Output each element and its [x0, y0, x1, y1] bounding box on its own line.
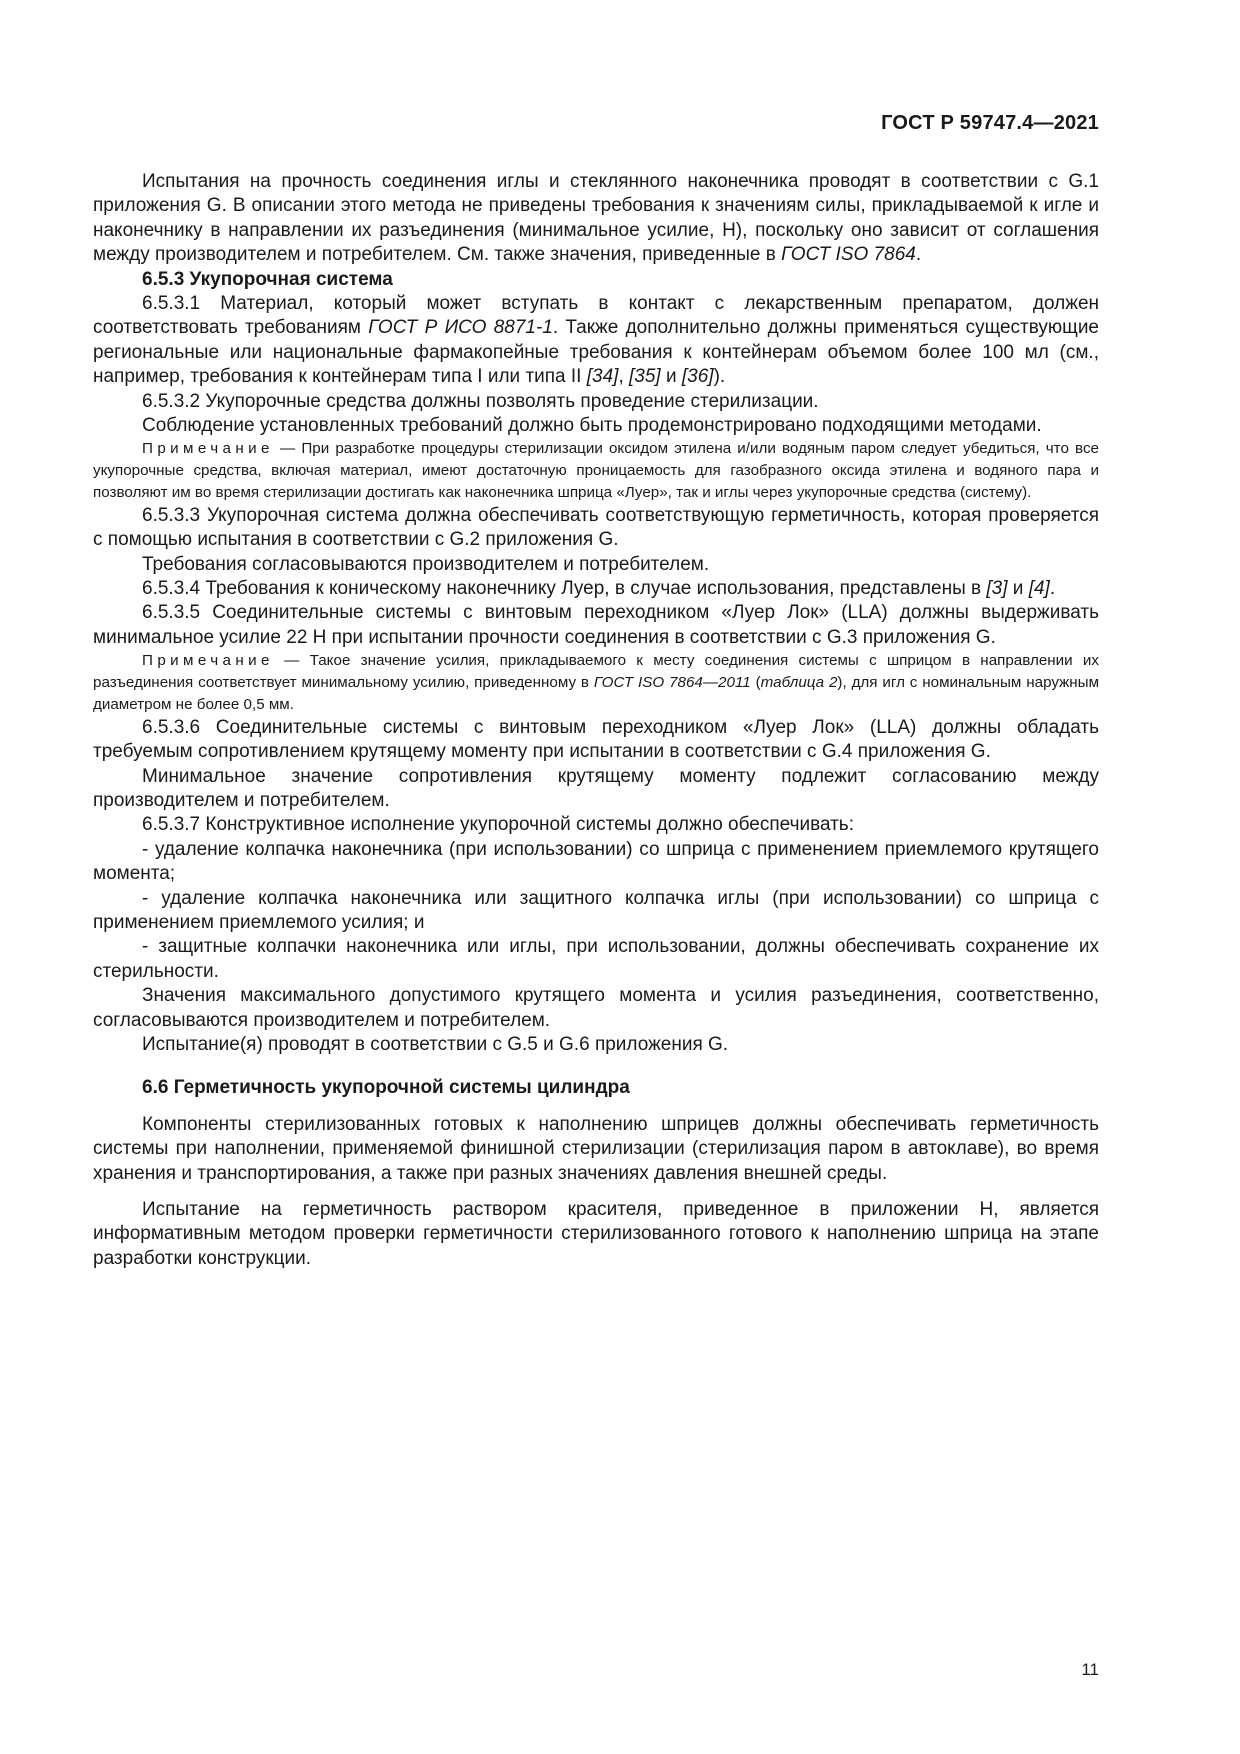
table-reference: таблица 2	[760, 674, 838, 692]
list-item: - удаление колпачка наконечника (при использовании) со шприца с применением приемлемого крутящего момента;	[93, 838, 1099, 885]
bibliography-reference: [34]	[586, 366, 619, 388]
section-heading-6-5-3: 6.5.3 Укупорочная система	[142, 268, 393, 290]
bibliography-reference: [4]	[1028, 578, 1050, 600]
bibliography-reference: [36]	[681, 366, 714, 388]
paragraph-intro: Испытания на прочность соединения иглы и стеклянного наконечника проводят в соответствии с G.1 приложения G. В описании этого метода не приведены требования к значениям силы, прикладываемой к игле и наконечнику в направлении их разъединения (минимальное усилие, Н), поскольку оно зависит от соглашения между производителем и потребителем. См. также значения, приведенные в ГОСТ ISO 7864.	[93, 171, 1099, 266]
note-label: Примечание	[142, 652, 274, 670]
paragraph-6-5-3-5: 6.5.3.5 Соединительные системы с винтовым переходником «Луер Лок» (LLA) должны выдерживать минимальное усилие 22 Н при испытании прочности соединения в соответствии с G.3 приложения G.	[93, 602, 1099, 648]
paragraph-6-5-3-6-agreement: Минимальное значение сопротивления крутящему моменту подлежит согласованию между производителем и потребителем.	[93, 765, 1099, 811]
standard-reference: ГОСТ ISO 7864	[781, 244, 916, 266]
paragraph-6-5-3-7-tests: Испытание(я) проводят в соответствии с G.5 и G.6 приложения G.	[142, 1033, 729, 1055]
standard-reference: ГОСТ Р ИСО 8871-1	[368, 317, 553, 339]
paragraph-6-5-3-3-requirements: Требования согласовываются производителем и потребителем.	[142, 553, 710, 575]
note-sterilization: Примечание — При разработке процедуры стерилизации оксидом этилена и/или водяным паром следует убедиться, что все укупорочные средства, включая материал, имеют достаточную проницаемость для газобразного оксида этилена и водяного пара и позволяют им во время стерилизации достигать как наконечника шприца «Луер», так и иглы через укупорочные средства (систему).	[93, 440, 1099, 502]
paragraph-6-5-3-6: 6.5.3.6 Соединительные системы с винтовым переходником «Луер Лок» (LLA) должны обладать требуемым сопротивлением крутящему моменту при испытании в соответствии с G.4 приложения G.	[93, 716, 1099, 763]
paragraph-6-5-3-2: 6.5.3.2 Укупорочные средства должны позволять проведение стерилизации.	[142, 390, 819, 412]
paragraph-6-5-3-7: 6.5.3.7 Конструктивное исполнение укупорочной системы должно обеспечивать:	[142, 814, 854, 836]
paragraph-6-6-components: Компоненты стерилизованных готовых к наполнению шприцев должны обеспечивать герметичность системы при наполнении, применяемой финишной стерилизации (стерилизация паром в автоклаве), во время хранения и транспортирования, а также при разных значениях давления внешней среды.	[93, 1113, 1099, 1184]
bibliography-reference: [35]	[629, 366, 661, 388]
paragraph-6-5-3-1: 6.5.3.1 Материал, который может вступать в контакт с лекарственным препаратом, должен соответствовать требованиям ГОСТ Р ИСО 8871-1. Также дополнительно должны применяться существующие региональные или национальные фармакопейные требования к контейнерам объемом более 100 мл (см., например, требования к контейнерам типа I или типа II [34], [35] и [36]).	[93, 293, 1099, 388]
paragraph-6-5-3-7-values: Значения максимального допустимого крутящего момента и усилия разъединения, соответственно, согласовываются производителем и потребителем.	[93, 985, 1099, 1031]
list-item: - удаление колпачка наконечника или защитного колпачка иглы (при использовании) со шприца с применением приемлемого усилия; и	[93, 887, 1099, 933]
standard-reference: ГОСТ ISO 7864—2011	[593, 674, 751, 692]
section-heading-6-6: 6.6 Герметичность укупорочной системы цилиндра	[142, 1077, 630, 1099]
page-number: 11	[1081, 1660, 1099, 1679]
list-item: - защитные колпачки наконечника или иглы, при использовании, должны обеспечивать сохранение их стерильности.	[93, 936, 1099, 982]
paragraph-6-6-dye-test: Испытание на герметичность раствором красителя, приведенное в приложении Н, является информативным методом проверки герметичности стерилизованного готового к наполнению шприца на этапе разработки конструкции.	[93, 1199, 1099, 1269]
standard-code: ГОСТ Р 59747.4—2021	[881, 112, 1099, 134]
paragraph-6-5-3-2-compliance: Соблюдение установленных требований должно быть продемонстрировано подходящими методами.	[142, 415, 1042, 437]
paragraph-6-5-3-4: 6.5.3.4 Требования к коническому наконечнику Луер, в случае использования, представлены в [3] и [4].	[142, 578, 1056, 600]
document-body	[93, 170, 1099, 1271]
bibliography-reference: [3]	[986, 578, 1008, 600]
note-label: Примечание	[142, 440, 274, 458]
paragraph-6-5-3-3: 6.5.3.3 Укупорочная система должна обеспечивать соответствующую герметичность, которая проверяется с помощью испытания в соответствии с G.2 приложения G.	[93, 504, 1099, 551]
note-force-value: Примечание — Такое значение усилия, прикладываемого к месту соединения системы с шприцом в направлении их разъединения соответствует минимальному усилию, приведенному в ГОСТ ISO 7864—2011 (таблица 2), для игл с номинальным наружным диаметром не более 0,5 мм.	[93, 652, 1100, 713]
